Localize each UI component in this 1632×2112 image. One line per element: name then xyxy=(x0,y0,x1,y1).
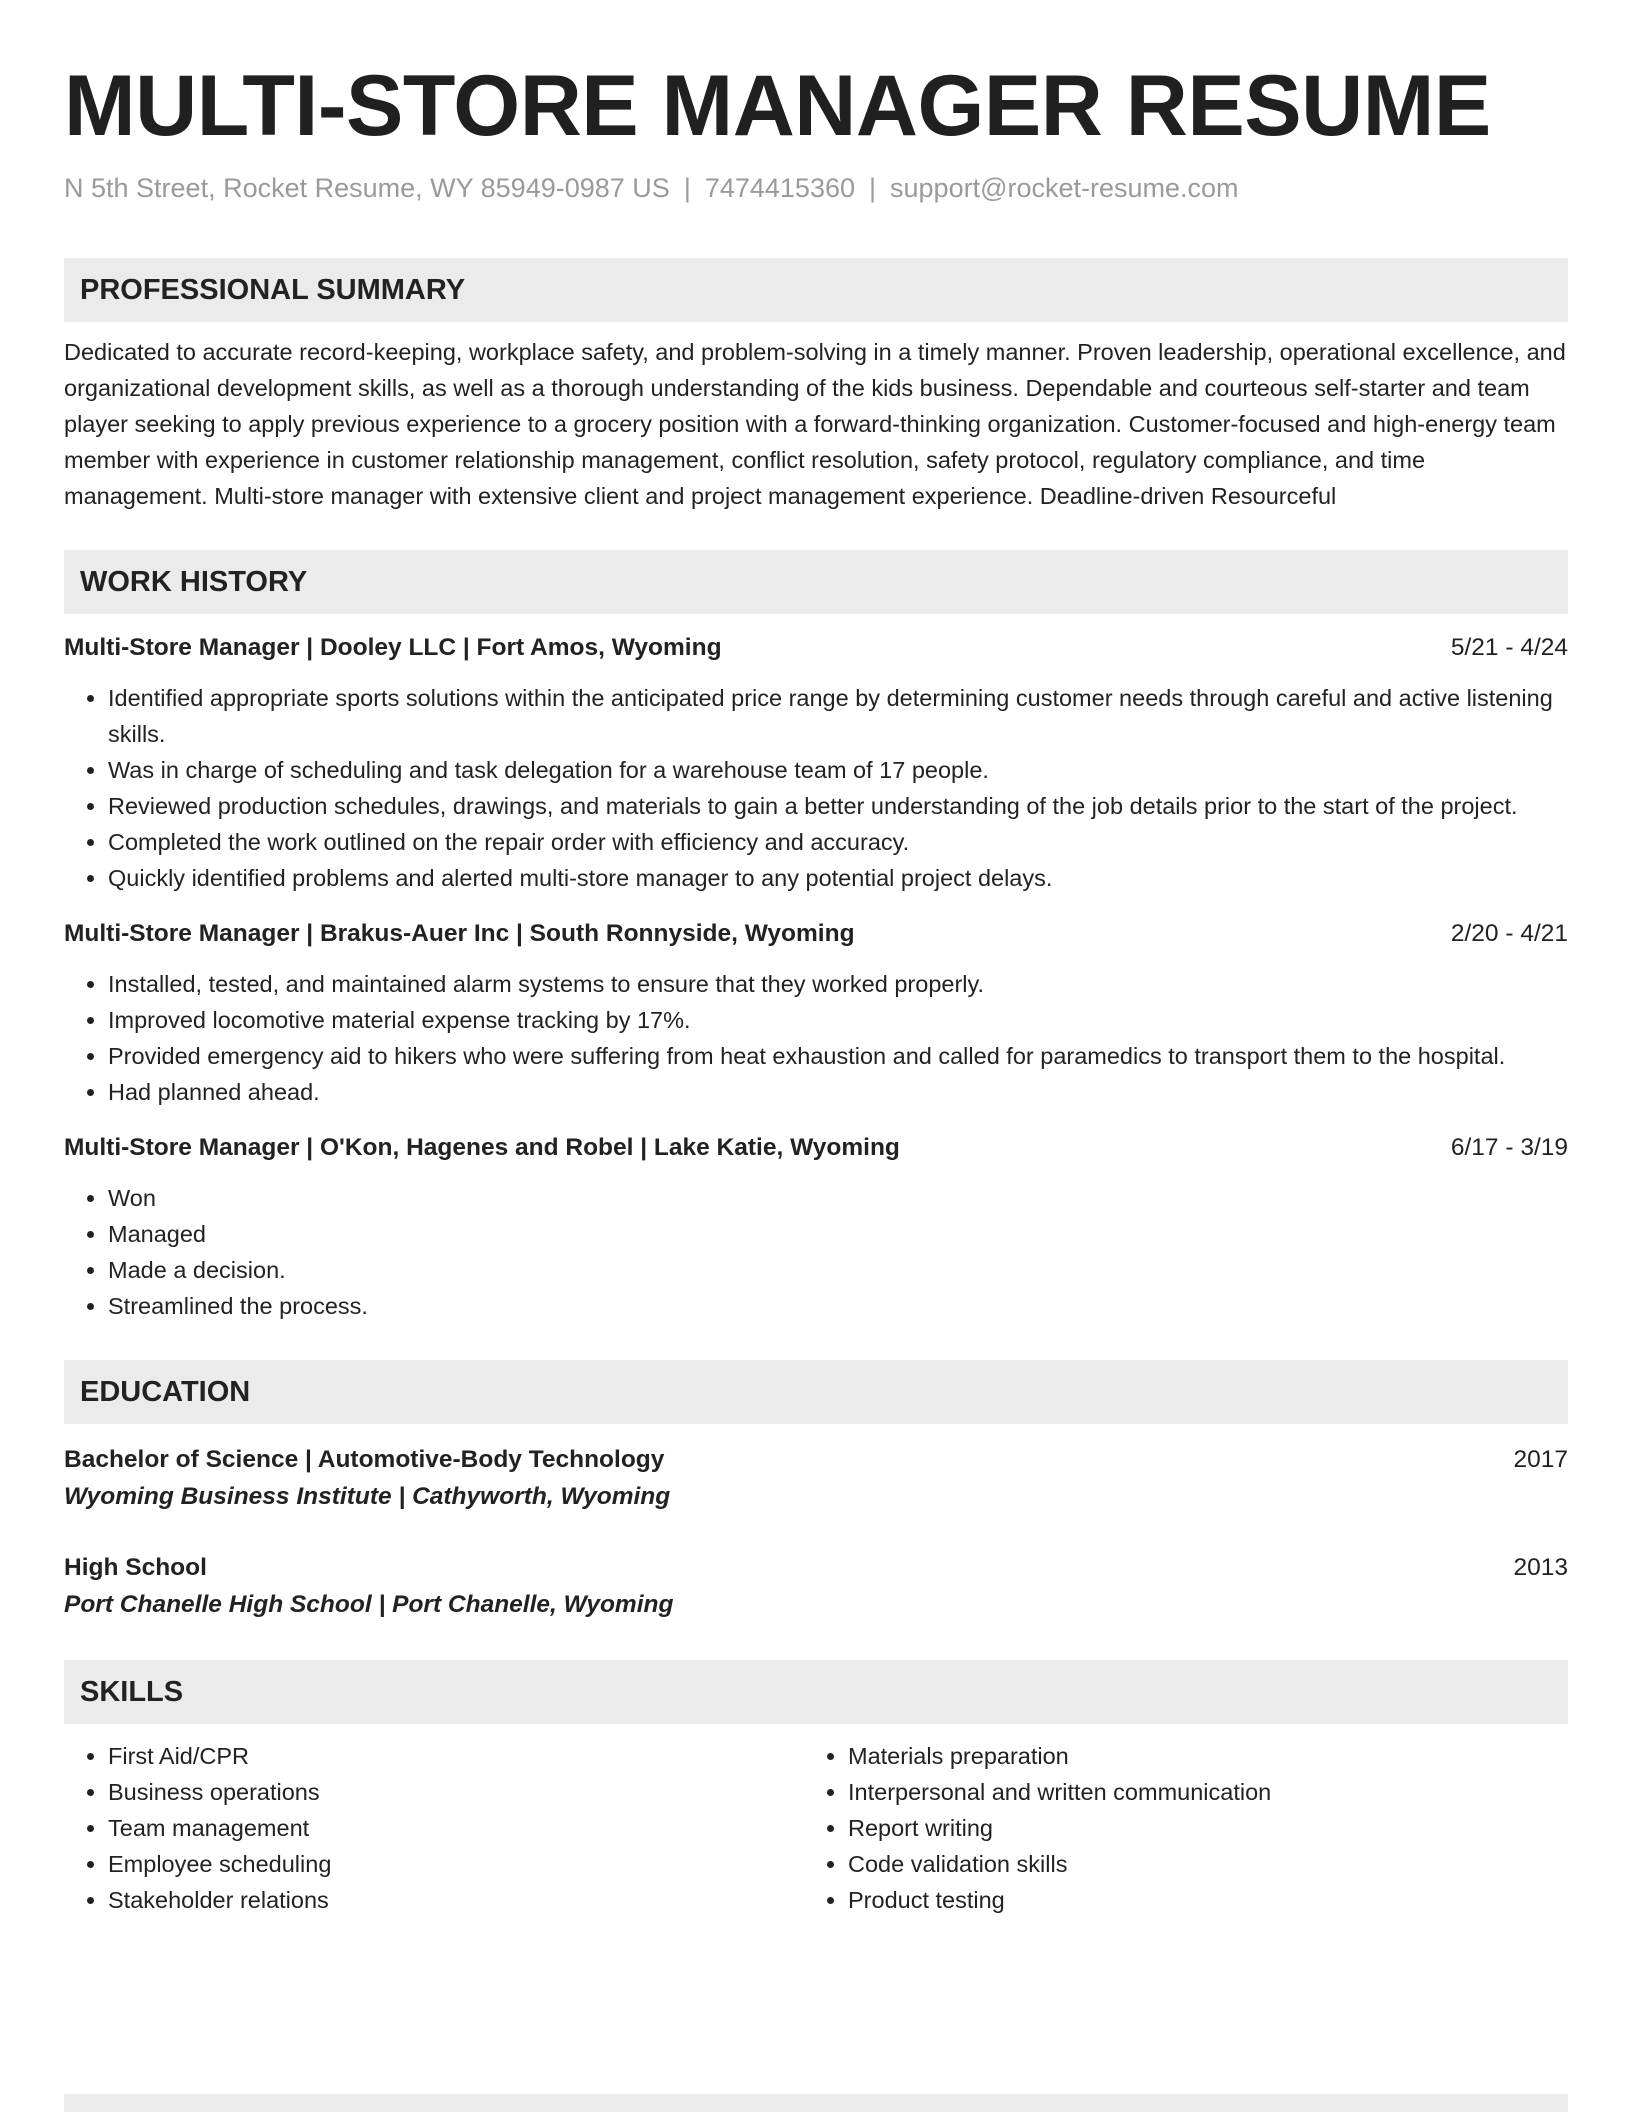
job-entry xyxy=(64,630,1568,896)
contact-line xyxy=(64,170,1568,206)
skill-item: • Business operations xyxy=(108,1774,804,1810)
job-duty: • Provided emergency aid to hikers who were suffering from heat exhaustion and called for paramedics to transport them to the hospital. xyxy=(108,1038,1568,1074)
skill-item: • Materials preparation xyxy=(848,1738,1544,1774)
skill-item: • Employee scheduling xyxy=(108,1846,804,1882)
job-duty: • Was in charge of scheduling and task delegation for a warehouse team of 17 people. xyxy=(108,752,1568,788)
skills-list-left xyxy=(64,1738,804,1918)
job-duties-list xyxy=(64,966,1568,1110)
job-duties-list xyxy=(64,1180,1568,1324)
contact-separator: | xyxy=(869,173,877,203)
job-entry xyxy=(64,1130,1568,1324)
education-heading: EDUCATION xyxy=(64,1360,1568,1424)
skills-heading: SKILLS xyxy=(64,1660,1568,1724)
job-duty: • Won xyxy=(108,1180,1568,1216)
job-duty: • Improved locomotive material expense tracking by 17%. xyxy=(108,1002,1568,1038)
skill-item: • Product testing xyxy=(848,1882,1544,1918)
resume-title: MULTI-STORE MANAGER RESUME xyxy=(64,58,1491,154)
graduation-year: 2013 xyxy=(1513,1554,1568,1581)
contact-separator: | xyxy=(683,173,691,203)
job-dates: 2/20 - 4/21 xyxy=(1450,920,1568,947)
skill-item: • Stakeholder relations xyxy=(108,1882,804,1918)
job-entry xyxy=(64,916,1568,1110)
skill-item: • Interpersonal and written communication xyxy=(848,1774,1544,1810)
job-dates: 6/17 - 3/19 xyxy=(1450,1134,1568,1161)
job-duty: • Made a decision. xyxy=(108,1252,1568,1288)
job-duty: • Installed, tested, and maintained alarm systems to ensure that they worked properly. xyxy=(108,966,1568,1002)
skills-list-right xyxy=(804,1738,1544,1918)
job-duty: • Quickly identified problems and alerted multi-store manager to any potential project delays. xyxy=(108,860,1568,896)
education-entry xyxy=(64,1442,1568,1516)
job-duty: • Streamlined the process. xyxy=(108,1288,1568,1324)
skill-item: • Code validation skills xyxy=(848,1846,1544,1882)
school-name: Port Chanelle High School | Port Chanelle, Wyoming xyxy=(64,1591,674,1618)
graduation-year: 2017 xyxy=(1513,1446,1568,1473)
work-history-heading: WORK HISTORY xyxy=(64,550,1568,614)
phone-text: 7474415360 xyxy=(704,173,855,203)
summary-text: Dedicated to accurate record-keeping, workplace safety, and problem-solving in a timely manner. Proven leadership, operational excellence, and organizational development skills, as well as a thorough understanding of the kids business. Dependable and courteous self-starter and team player seeking to apply previous experience to a grocery position with a forward-thinking organization. Customer-focused and high-energy team member with experience in customer relationship management, conflict resolution, safety protocol, regulatory compliance, and time management. Multi-store manager with extensive client and project management experience. Deadline-driven Resourceful xyxy=(64,339,1566,509)
next-section-heading-bar xyxy=(64,2094,1568,2112)
job-duty: • Completed the work outlined on the repair order with efficiency and accuracy. xyxy=(108,824,1568,860)
job-title: Multi-Store Manager | Dooley LLC | Fort Amos, Wyoming xyxy=(64,634,722,661)
job-title: Multi-Store Manager | Brakus-Auer Inc | South Ronnyside, Wyoming xyxy=(64,920,855,947)
education-entry xyxy=(64,1550,1568,1624)
job-title: Multi-Store Manager | O'Kon, Hagenes and Robel | Lake Katie, Wyoming xyxy=(64,1134,900,1161)
degree-title: High School xyxy=(64,1554,207,1581)
school-name: Wyoming Business Institute | Cathyworth, Wyoming xyxy=(64,1483,671,1510)
job-duty: • Managed xyxy=(108,1216,1568,1252)
job-duty: • Identified appropriate sports solutions within the anticipated price range by determining customer needs through careful and active listening skills. xyxy=(108,680,1568,752)
summary-heading: PROFESSIONAL SUMMARY xyxy=(64,258,1568,322)
address-text: N 5th Street, Rocket Resume, WY 85949-0987 US xyxy=(64,173,670,203)
skills-grid xyxy=(64,1738,1568,1918)
job-duty: • Reviewed production schedules, drawings, and materials to gain a better understanding of the job details prior to the start of the project. xyxy=(108,788,1568,824)
skill-item: • First Aid/CPR xyxy=(108,1738,804,1774)
email-link[interactable]: support@rocket-resume.com xyxy=(890,173,1239,203)
job-duties-list xyxy=(64,680,1568,896)
job-dates: 5/21 - 4/24 xyxy=(1450,634,1568,661)
skill-item: • Report writing xyxy=(848,1810,1544,1846)
job-duty: • Had planned ahead. xyxy=(108,1074,1568,1110)
degree-title: Bachelor of Science | Automotive-Body Technology xyxy=(64,1446,665,1473)
skill-item: • Team management xyxy=(108,1810,804,1846)
